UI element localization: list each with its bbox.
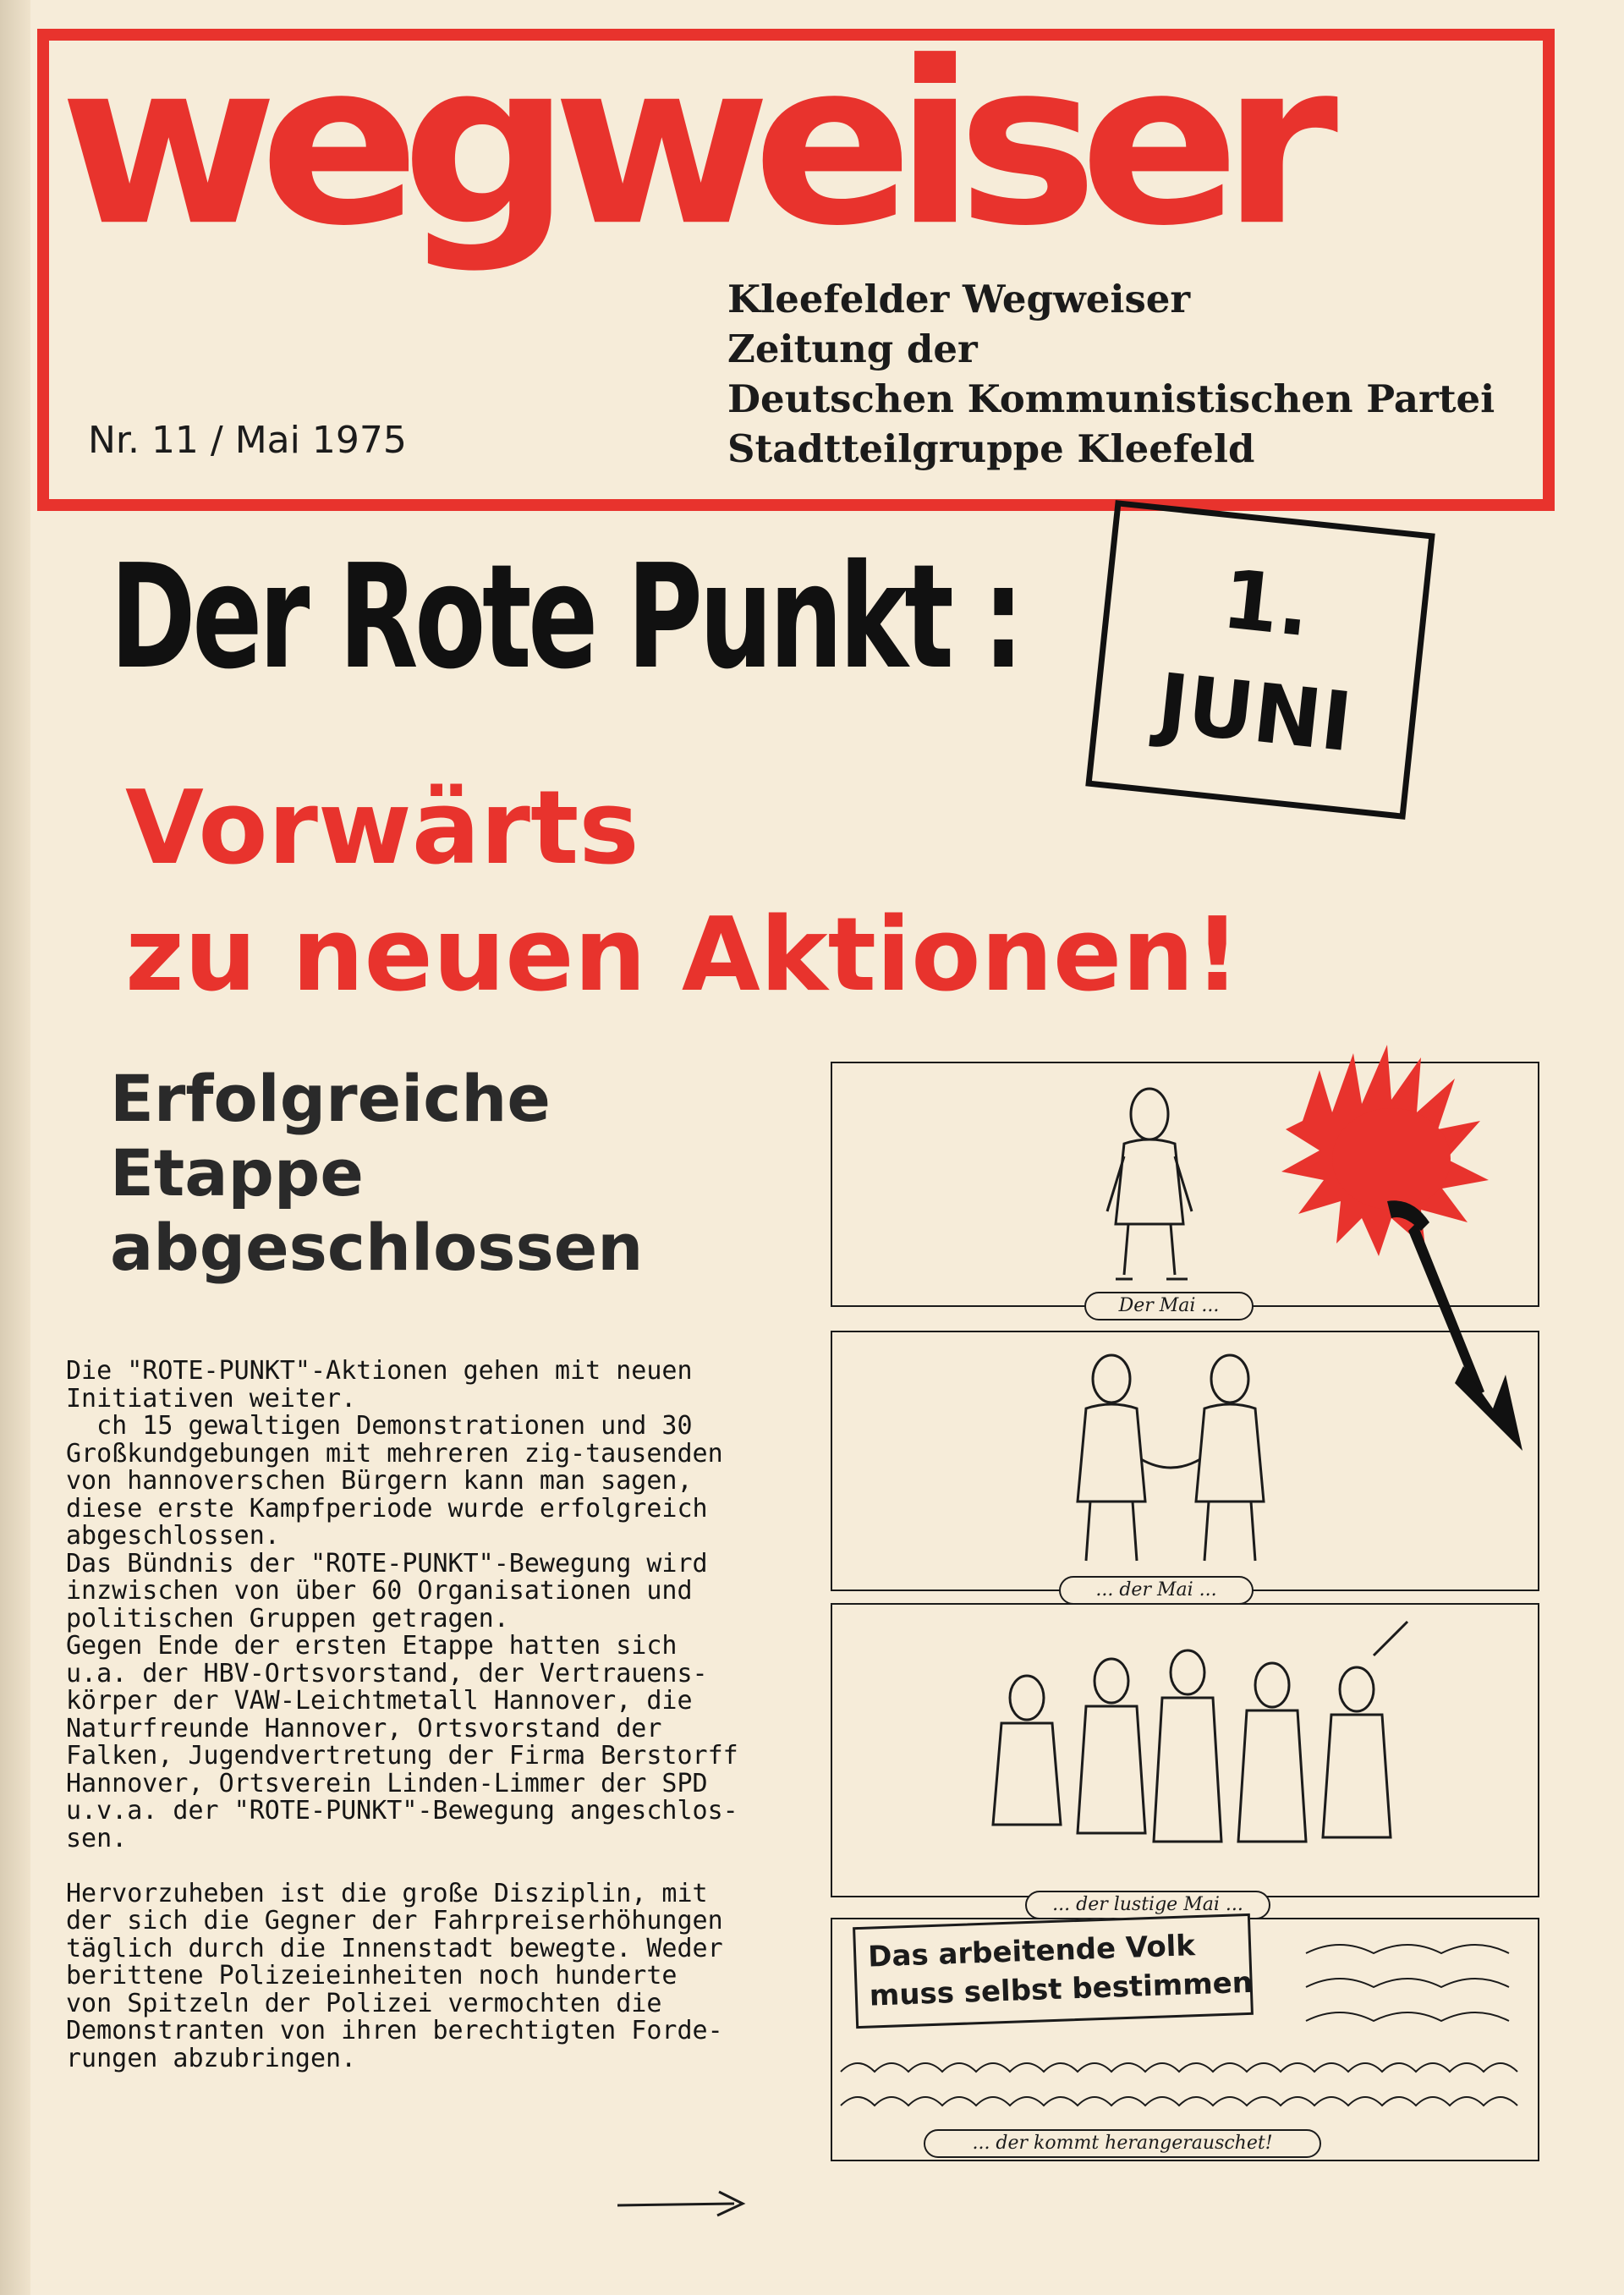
headline-black: Der Rote Punkt : xyxy=(110,534,1021,701)
headline-red-line: zu neuen Aktionen! xyxy=(125,897,1241,1014)
date-number: 1. xyxy=(1217,552,1315,656)
masthead-subtitle xyxy=(727,274,1495,474)
red-carnation-icon xyxy=(1252,1019,1539,1476)
cartoon-group xyxy=(832,1605,1538,1896)
comic-panel xyxy=(831,1603,1539,1897)
banner-line: muss selbst bestimmen xyxy=(869,1965,1254,2013)
article-heading-line: Erfolgreiche xyxy=(110,1061,551,1136)
masthead-subtitle-line: Zeitung der xyxy=(727,327,978,371)
comic-caption: ... der lustige Mai ... xyxy=(1025,1891,1270,1919)
headline-red-line: Vorwärts xyxy=(125,770,639,887)
banner-line: Das arbeitende Volk xyxy=(867,1929,1196,1974)
article-heading xyxy=(110,1062,719,1285)
paper-edge xyxy=(0,0,30,2295)
protest-banner xyxy=(853,1913,1254,2029)
comic-caption: ... der Mai ... xyxy=(1059,1576,1254,1605)
masthead-subtitle-line: Kleefelder Wegweiser xyxy=(727,277,1191,321)
masthead-title: wegweiser xyxy=(59,14,1320,276)
article-heading-line: Etappe xyxy=(110,1135,364,1211)
comic-caption: ... der kommt herangerauschet! xyxy=(924,2129,1321,2158)
headline-red xyxy=(125,766,1495,1019)
article-body: Die "ROTE-PUNKT"-Aktionen gehen mit neuen Initiativen weiter. ch 15 gewaltigen Demonstrationen und 30 Großkundgebungen mit mehreren zig-tausenden von hannoverschen Bürgern kann man sagen, diese erste Kampfperiode wurde erfolgreich abgeschlossen. Das Bündnis der "ROTE-PUNKT"-Bewegung wird inzwischen von über 60 Organisationen und politischen Gruppen getragen. Gegen Ende der ersten Etappe hatten sich u.a. der HBV-Ortsvorstand, der Vertrauens- körper der VAW-Leichtmetall Hannover, die Naturfreunde Hannover, Ortsvorstand der Falken, Jugendvertretung der Firma Berstorff Hannover, Ortsverein Linden-Limmer der SPD u.v.a. der "ROTE-PUNKT"-Bewegung angeschlos- sen. Hervorzuheben ist die große Disziplin, mit der sich die Gegner der Fahrpreiserhöhungen täglich durch die Innenstadt bewegte. Weder berittene Polizeieinheiten noch hunderte von Spitzeln der Polizei vermochten die Demonstranten von ihren berechtigten Forde- rungen abzubringen. xyxy=(66,1356,738,2073)
masthead-subtitle-line: Deutschen Kommunistischen Partei xyxy=(727,376,1495,421)
date-month: JUNI xyxy=(1153,655,1357,771)
comic-caption: Der Mai ... xyxy=(1084,1292,1254,1320)
issue-number: Nr. 11 / Mai 1975 xyxy=(88,419,407,462)
article-heading-line: abgeschlossen xyxy=(110,1210,644,1285)
continue-arrow-icon xyxy=(616,2187,751,2221)
masthead-subtitle-line: Stadtteilgruppe Kleefeld xyxy=(727,426,1255,471)
